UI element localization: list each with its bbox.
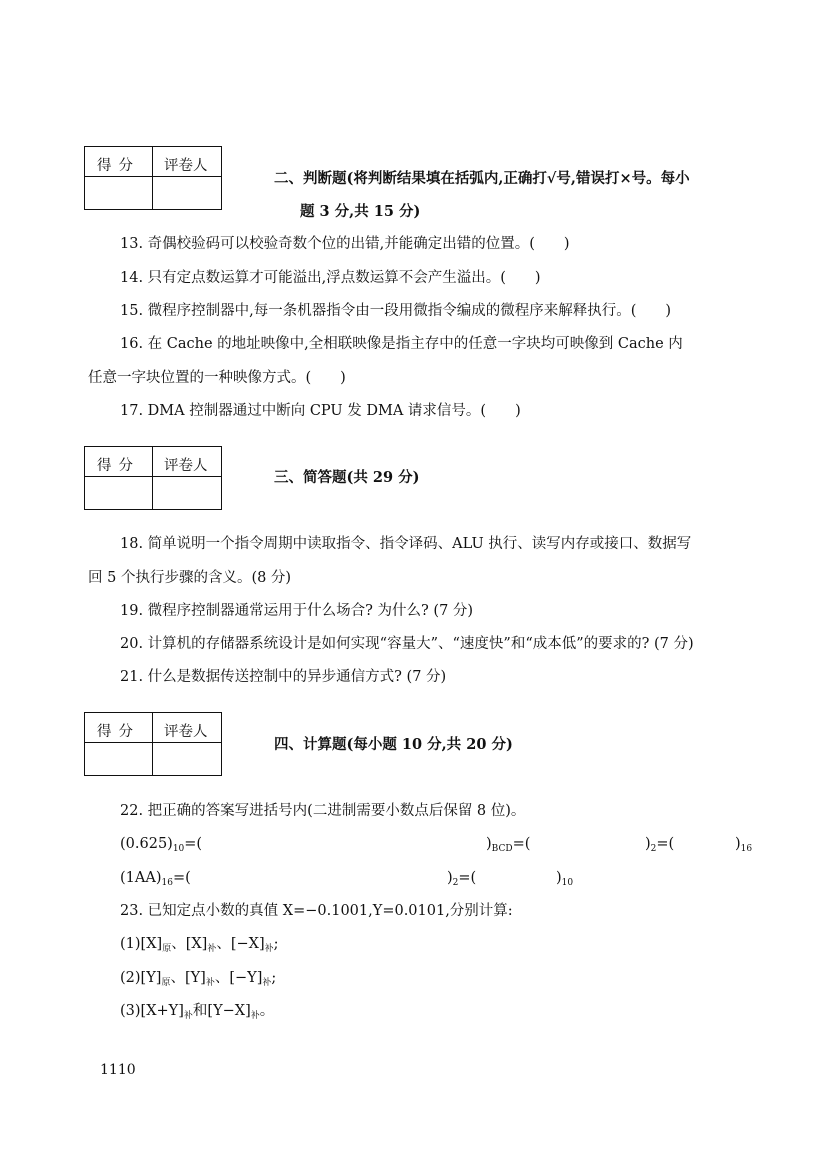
question-17: 17. DMA 控制器通过中断向 CPU 发 DMA 请求信号。( ) (120, 403, 521, 419)
question-15: 15. 微程序控制器中,每一条机器指令由一段用微指令编成的微程序来解释执行。( ) (120, 303, 672, 319)
score-label: 得分 (97, 158, 140, 174)
q23-part3: $(3)[X+Y]_补$和$[Y-X]_补$。 (120, 1003, 275, 1021)
question-14: 14. 只有定点数运算才可能溢出,浮点数运算不会产生溢出。( ) (120, 270, 541, 286)
q22-expr-d: )$_{16}$ (735, 836, 753, 854)
q22-expr-g: )$_{10}$ (556, 870, 574, 888)
grader-label: 评卷人 (164, 158, 208, 174)
grader-label: 评卷人 (164, 724, 208, 740)
grader-label: 评卷人 (164, 458, 208, 474)
question-18-line1: 18. 简单说明一个指令周期中读取指令、指令译码、ALU 执行、读写内存或接口、数据写 (120, 536, 692, 552)
q22-expr-b: )$_{BCD}=$( (486, 836, 531, 854)
page-number: 1110 (100, 1062, 136, 1078)
question-18-line2: 回 5 个执行步骤的含义。(8 分) (88, 570, 292, 586)
score-table-2 (84, 446, 222, 510)
section4-heading: 四、计算题(每小题 10 分,共 20 分) (274, 736, 513, 753)
question-13: 13. 奇偶校验码可以校验奇数个位的出错,并能确定出错的位置。( ) (120, 236, 570, 252)
question-16-line1: 16. 在 Cache 的地址映像中,全相联映像是指主存中的任意一字块均可映像到 Cache 内 (120, 336, 683, 352)
question-20: 20. 计算机的存储器系统设计是如何实现“容量大”、“速度快”和“成本低”的要求的? (7 分) (120, 636, 694, 652)
question-16-line2: 任意一字块位置的一种映像方式。( ) (88, 370, 346, 386)
section3-heading: 三、简答题(共 29 分) (274, 469, 420, 486)
question-19: 19. 微程序控制器通常运用于什么场合? 为什么? (7 分) (120, 603, 474, 619)
q22-expr-c: )$_2=$( (645, 836, 675, 854)
score-table-1 (84, 146, 222, 210)
score-label: 得分 (97, 458, 140, 474)
score-label: 得分 (97, 724, 140, 740)
q23-part2: $(2)[Y]_原$、$[Y]_补$、$[-Y]_补$; (120, 970, 277, 988)
q23-part1: $(1)[X]_原$、$[X]_补$、$[-X]_补$; (120, 936, 279, 954)
section2-heading-line2: 题 3 分,共 15 分) (300, 203, 421, 220)
score-table-3 (84, 712, 222, 776)
q22-expr-e: $(1AA)_{16}=$( (120, 870, 191, 888)
q22-expr-a: $(0.625)_{10}=$( (120, 836, 203, 854)
section2-heading-line1: 二、判断题(将判断结果填在括弧内,正确打√号,错误打×号。每小 (274, 170, 690, 187)
question-21: 21. 什么是数据传送控制中的异步通信方式? (7 分) (120, 669, 447, 685)
question-23: 23. 已知定点小数的真值 X=−0.1001,Y=0.0101,分别计算: (120, 903, 513, 919)
question-22: 22. 把正确的答案写进括号内(二进制需要小数点后保留 8 位)。 (120, 803, 526, 819)
q22-expr-f: )$_2=$( (447, 870, 477, 888)
